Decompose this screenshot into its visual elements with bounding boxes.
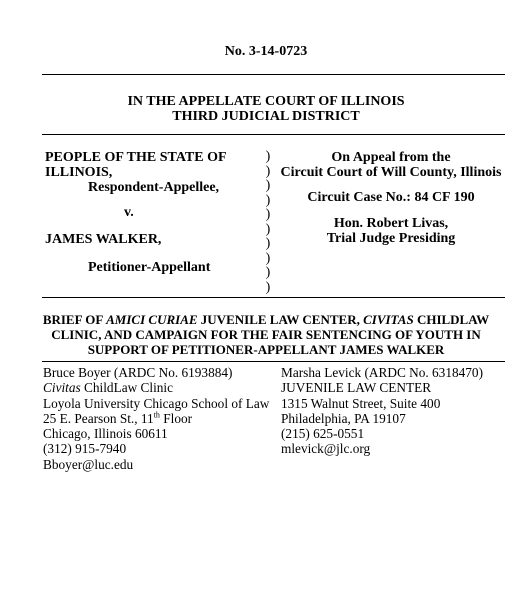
court-name: IN THE APPELLATE COURT OF ILLINOIS <box>127 94 405 109</box>
counsel-left-org-rest: ChildLaw Clinic <box>80 380 174 396</box>
paren: ) <box>265 149 271 164</box>
judge-name: Hon. Robert Livas, <box>333 216 449 231</box>
brief-title-text: JUVENILE LAW CENTER, <box>197 312 364 327</box>
versus: v. <box>124 205 134 220</box>
brief-title-line3: SUPPORT OF PETITIONER-APPELLANT JAMES WALKER <box>87 342 445 357</box>
counsel-left-phone: (312) 915-7940 <box>43 441 127 457</box>
judge-title: Trial Judge Presiding <box>326 231 456 246</box>
appeal-line1: On Appeal from the <box>331 150 451 165</box>
paren: ) <box>265 192 271 208</box>
brief-title-italic: CIVITAS <box>363 312 414 327</box>
counsel-left-address-b: Floor <box>159 410 193 426</box>
paren: ) <box>265 207 271 222</box>
brief-title-text: BRIEF OF <box>42 312 107 327</box>
court-district: THIRD JUDICIAL DISTRICT <box>172 109 360 124</box>
counsel-right-org: JUVENILE LAW CENTER <box>281 380 432 396</box>
counsel-right-city: Philadelphia, PA 19107 <box>281 410 406 426</box>
counsel-left-school: Loyola University Chicago School of Law <box>43 395 270 411</box>
counsel-left-org-italic: Civitas <box>43 380 81 396</box>
counsel-left-address-sup: th <box>153 410 160 420</box>
counsel-right-address: 1315 Walnut Street, Suite 400 <box>281 395 441 411</box>
counsel-right-name: Marsha Levick (ARDC No. 6318470) <box>281 365 484 380</box>
paren: ) <box>265 221 271 237</box>
brief-title-text: CHILDLAW <box>413 312 490 327</box>
caption-rule <box>42 297 505 298</box>
counsel-left-org <box>43 380 269 395</box>
paren: ) <box>265 250 271 266</box>
counsel-right-email: mlevick@jlc.org <box>281 441 371 457</box>
plaintiff-role: Respondent-Appellee, <box>88 180 220 195</box>
top-rule <box>42 74 505 75</box>
case-number: No. 3-14-0723 <box>224 44 308 59</box>
caption-parentheses <box>263 150 273 295</box>
counsel-left-block <box>43 365 269 472</box>
counsel-left-address-a: 25 E. Pearson St., 11 <box>43 410 154 426</box>
appeal-line2: Circuit Court of Will County, Illinois <box>280 165 502 180</box>
counsel-right-block <box>281 365 483 457</box>
counsel-left-address <box>43 411 269 426</box>
paren: ) <box>265 279 271 295</box>
court-rule <box>42 134 505 135</box>
counsel-right-phone: (215) 625-0551 <box>281 426 365 442</box>
paren: ) <box>265 236 271 251</box>
paren: ) <box>265 163 271 179</box>
plaintiff-name-line1: PEOPLE OF THE STATE OF <box>45 150 227 165</box>
title-rule <box>42 361 505 362</box>
defendant-name: JAMES WALKER, <box>45 232 162 247</box>
paren: ) <box>265 265 271 280</box>
plaintiff-name-line2: ILLINOIS, <box>45 165 113 180</box>
counsel-left-name: Bruce Boyer (ARDC No. 6193884) <box>43 365 233 380</box>
defendant-role: Petitioner-Appellant <box>88 260 211 275</box>
brief-title-italic: AMICI CURIAE <box>106 312 198 327</box>
brief-title-line1 <box>0 312 532 327</box>
brief-title-line2: CLINIC, AND CAMPAIGN FOR THE FAIR SENTENCING OF YOUTH IN <box>51 327 481 342</box>
circuit-case-number: Circuit Case No.: 84 CF 190 <box>307 190 475 205</box>
paren: ) <box>265 178 271 193</box>
counsel-left-email: Bboyer@luc.edu <box>43 456 134 472</box>
counsel-left-city: Chicago, Illinois 60611 <box>43 426 168 442</box>
